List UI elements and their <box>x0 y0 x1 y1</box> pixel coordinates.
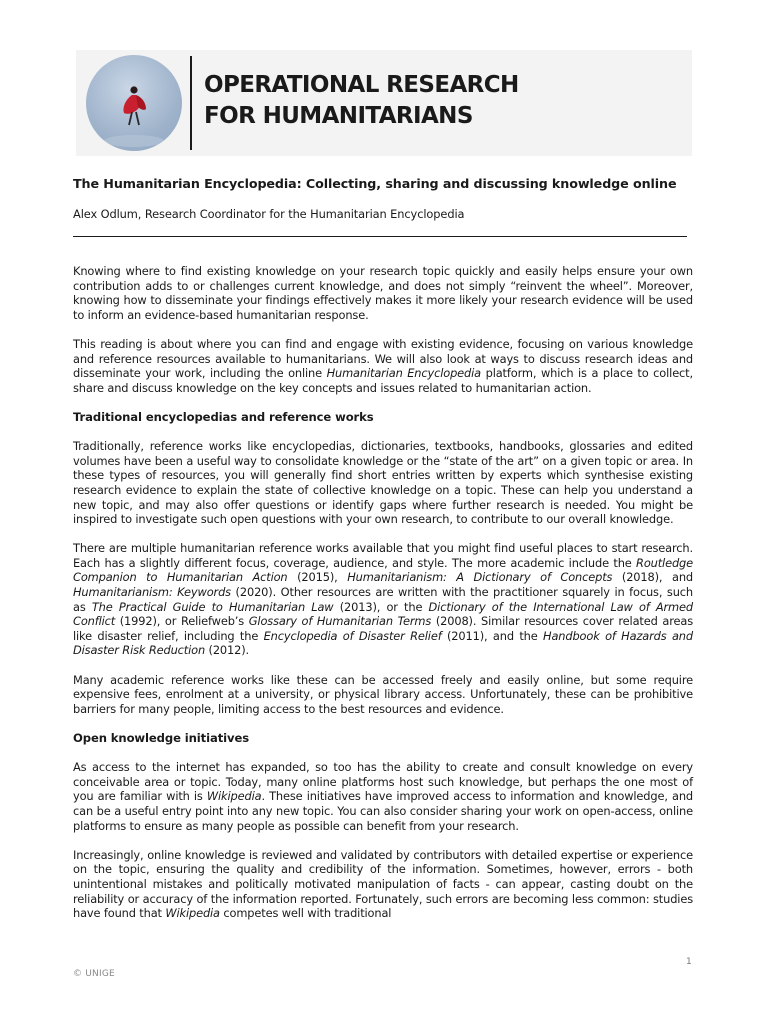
text-run: competes well with traditional <box>219 906 392 921</box>
paragraph-intro: Knowing where to find existing knowledge on your research topic quickly and easily helps ensure your own contribution adds to or challenges current knowledge, and does not simply “reinvent the wheel”. Moreover, knowing how to disseminate your findings effectively makes it more likely your research evidence will be used to inform an evidence-based humanitarian response. <box>73 264 693 322</box>
italic-title: Wikipedia <box>206 789 262 804</box>
paragraph-scope <box>73 337 693 395</box>
italic-title: Glossary of Humanitarian Terms <box>248 614 432 629</box>
italic-title: Routledge Companion to Humanitarian Action <box>73 555 693 585</box>
paragraph-reference-works <box>73 541 693 658</box>
italic-title: Humanitarian Encyclopedia <box>326 366 481 381</box>
italic-title: Handbook of Hazards and Disaster Risk Reduction <box>73 628 693 658</box>
document-title: The Humanitarian Encyclopedia: Collecting, sharing and discussing knowledge online <box>73 176 677 191</box>
italic-title: Encyclopedia of Disaster Relief <box>263 628 442 643</box>
text-run: (2020). Other resources are written with the practitioner squarely in focus, such as <box>73 585 693 614</box>
italic-title: Wikipedia <box>165 906 220 921</box>
italic-title: Humanitarianism: A Dictionary of Concepts <box>347 570 613 585</box>
paragraph-traditional: Traditionally, reference works like encyclopedias, dictionaries, textbooks, handbooks, glossaries and edited volumes have been a useful way to consolidate knowledge or the “state of the art” on a given topic or area. In these types of resources, you will generally find short entries written by experts which synthesise existing research evidence to explain the state of collective knowledge on a topic. These can help you understand a new topic, and may also offer questions or identify gaps where further research is needed. You might be inspired to investigate such open questions with your own research, to contribute to our overall knowledge. <box>73 439 693 527</box>
text-run: As access to the internet has expanded, so too has the ability to create and consult knowledge on every conceivable area or topic. Today, many online platforms host such knowledge, but perhaps the one most of you are familiar with is <box>73 760 693 804</box>
text-run: platform, which is a place to collect, share and discuss knowledge on the key concepts and issues related to humanitarian action. <box>73 366 693 395</box>
text-run: . These initiatives have improved access to information and knowledge, and can be a useful entry point into any new topic. You can also consider sharing your work on open-access, online platforms to ensure as many people as possible can benefit from your research. <box>73 789 693 833</box>
footer-copyright: © UNIGE <box>73 969 115 979</box>
italic-title: The Practical Guide to Humanitarian Law <box>91 599 334 614</box>
header-banner <box>76 50 692 156</box>
text-run: (2013), or the <box>333 599 429 614</box>
section-heading-open-knowledge: Open knowledge initiatives <box>73 731 250 745</box>
banner-title-line1: OPERATIONAL RESEARCH <box>204 72 519 98</box>
page-number: 1 <box>686 957 692 967</box>
paragraph-online-platforms <box>73 760 693 833</box>
banner-divider <box>190 56 192 150</box>
text-run: (1992), or Reliefweb’s <box>115 614 249 629</box>
italic-title: Humanitarianism: Keywords <box>73 585 231 600</box>
text-run: (2008). Similar resources cover related areas like disaster relief, including the <box>73 614 693 643</box>
logo-photo-icon <box>86 55 182 151</box>
text-run: (2011), and the <box>441 628 544 643</box>
banner-title-line2: FOR HUMANITARIANS <box>204 103 473 129</box>
italic-title: Dictionary of the International Law of Armed Conflict <box>73 599 693 629</box>
section-heading-traditional: Traditional encyclopedias and reference works <box>73 409 374 424</box>
document-body <box>73 264 693 935</box>
text-run: Increasingly, online knowledge is reviewed and validated by contributors with detailed expertise or experience on the topic, ensuring the quality and credibility of the information. Sometimes, however, errors - both unintentional mistakes and politically motivated manipulation of facts - can appear, casting doubt on the reliability or accuracy of the information reported. Fortunately, such errors are becoming less common: studies have found that <box>73 847 693 921</box>
paragraph-validation <box>73 848 693 921</box>
text-run: (2012). <box>205 643 250 658</box>
text-run: (2015), <box>287 570 348 585</box>
walking-figure-icon <box>86 55 182 151</box>
paragraph-access: Many academic reference works like these can be accessed freely and easily online, but some require expensive fees, enrolment at a university, or physical library access. Unfortunately, these can be prohibitive barriers for many people, limiting access to the best resources and evidence. <box>73 672 693 716</box>
text-run: (2018), and <box>612 570 693 585</box>
text-run: There are multiple humanitarian reference works available that you might find useful places to start research. Each has a slightly different focus, coverage, audience, and style. The more academic include the <box>73 541 693 570</box>
banner-title <box>204 70 519 132</box>
text-run: This reading is about where you can find and engage with existing evidence, focusing on various knowledge and reference resources available to humanitarians. We will also look at ways to discuss research ideas and disseminate your work, including the online <box>73 336 693 381</box>
author-line: Alex Odlum, Research Coordinator for the Humanitarian Encyclopedia <box>73 207 465 221</box>
title-rule <box>73 236 687 237</box>
